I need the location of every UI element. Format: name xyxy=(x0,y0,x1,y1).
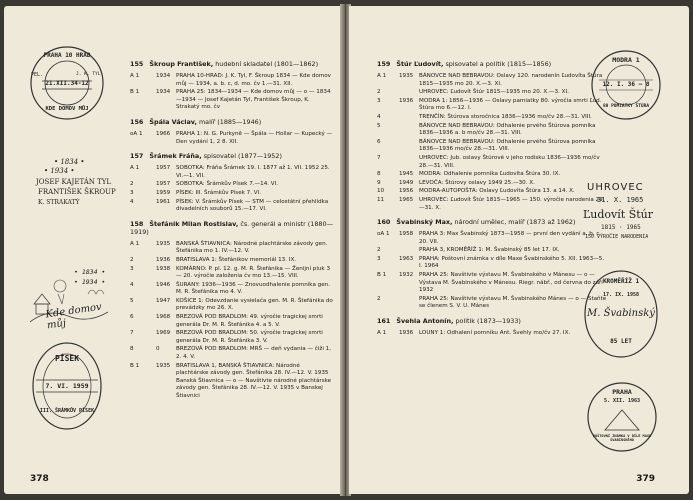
entry-label: A 1 xyxy=(130,165,140,172)
entry-text: MODRA: Odhalenie pomníka Ľudovíta Štúra 30. IX. xyxy=(419,171,561,178)
entry-year: 1945 xyxy=(399,171,414,178)
entry-label: B 1 xyxy=(130,362,140,369)
stamp-kromeriz-bottom: 85 LET xyxy=(610,338,632,345)
entry-year: 1935 xyxy=(156,240,171,247)
stamp-kde-domov-year1: • 1834 • xyxy=(74,268,106,276)
stamp-pisek-top: PÍSEK xyxy=(54,354,80,363)
heading-description: spisovatel a politik (1815—1856) xyxy=(445,60,552,68)
stamp-tyl-line4: FRANTIŠEK ŠKROUP xyxy=(38,188,116,196)
stamp-praha-hrad-bottom: KDE DOMOV MŮJ xyxy=(45,106,89,112)
entry-text: BREZOVÁ POD BRADLOM: MRŠ — deň vydania — čiži 1, 2. 4. V. xyxy=(176,346,332,361)
stamp-uhrovec-years: 1815 · 1965 xyxy=(601,224,641,231)
entry-text: MODRA 1: 1856—1936 — Oslavy pamiatky 80. výročia smrti Ľud. Štúra mo 6.—12. I. xyxy=(419,97,602,112)
entry-year: 1935 xyxy=(156,362,171,369)
stamp-tyl-line1: • 1834 • xyxy=(54,158,85,166)
left-page xyxy=(4,6,342,494)
entry-year: 1957 xyxy=(156,181,171,188)
heading-number: 156 xyxy=(130,117,144,126)
entry-text: UHROVEC: Ľudovít Štúr 1815—1965 — 150. výročie narodenia 29.—31. X. xyxy=(419,196,605,211)
entry-year xyxy=(399,123,419,138)
entry-label: 4 xyxy=(377,113,381,120)
entry-label: B 1 xyxy=(377,272,387,279)
entry-year: 1965 xyxy=(399,196,414,203)
entry-text: TRENČÍN: Štúrova storočnica 1836—1936 mo/čv 28.—31. VIII. xyxy=(419,113,592,120)
entry-text: PRAHA 3, KROMĚŘÍŽ 1: M. Švabinský 85 let 17. IX. xyxy=(419,247,560,254)
entry-text: ŠURANY: 1936—1936 — Znovuodhalenie pomníka gen. M. R. Štefánika mo 4. V. xyxy=(176,281,330,296)
heading-description: čs. generál a ministr (1880—1919) xyxy=(130,219,333,236)
entry-label: A 1 xyxy=(377,73,387,79)
right-page xyxy=(349,6,689,494)
entry-label: 6 xyxy=(377,138,381,145)
cancellation-entry xyxy=(130,363,334,401)
entry-label: oA 1 xyxy=(377,231,390,238)
stamp-uhrovec-name: Ľudovít Štúr xyxy=(583,208,654,221)
entry-label: 3 xyxy=(377,97,381,104)
heading-number: 160 xyxy=(377,218,391,227)
entry-text: PRAHA 25: 1834—1934 — Kde domov můj — o — 1834—1934 — Josef Kajetán Tyl, František Škroup, K. Strakatý mo. čv xyxy=(176,89,331,111)
entry-label: 6 xyxy=(130,314,134,321)
entry-year: 1936 xyxy=(399,97,414,104)
entry-label: 2 xyxy=(377,247,381,254)
entry-label: 3 xyxy=(130,265,134,272)
entry-label: 11 xyxy=(377,196,385,203)
stamp-kromeriz xyxy=(581,268,661,360)
entry-year: 1947 xyxy=(156,297,171,304)
entry-label: 3 xyxy=(377,255,381,262)
entry-text: BÁNOVCE NAD BEBRAVOU: Oslavy 120. narodenín Ľudovíta Štúra 1815—1935 mo 20. X.—3. XI. xyxy=(419,73,603,87)
entry-text: SOBOTKA: Šrámkův Písek 7.—14. VI. xyxy=(176,181,279,188)
cancellation-entry xyxy=(130,266,334,281)
stamp-praha-date: 5. XII. 1963 xyxy=(603,398,641,404)
heading-description: politik (1873—1933) xyxy=(455,317,521,326)
entry-text: PRAHA: Poštovní známka v díle Maxe Švabinského 5. XII. 1963—5. I. 1964 xyxy=(419,255,605,270)
entry-year: 1959 xyxy=(156,189,171,196)
entry-year: 1966 xyxy=(156,130,171,137)
cancellation-entry xyxy=(130,257,334,265)
entry-heading xyxy=(130,60,334,68)
entry-label: 5 xyxy=(377,122,381,129)
entry-text: BRATISLAVA 1: Štefánikov memoriál 13. IX. xyxy=(176,256,297,263)
entry-text: KOŠICE 1: Odevzdanie vysielača gen. M. R. Štefánika do prevádzky mo 26. X. xyxy=(176,297,333,312)
stamp-modra-date: 12. I. 36 — 8 xyxy=(602,81,650,88)
entry-heading xyxy=(130,118,334,126)
entry-label: 4 xyxy=(130,198,134,205)
stamp-uhrovec-bottom: 150 VÝROČIE NARODENIA xyxy=(585,234,649,240)
heading-description: spisovatel (1877—1952) xyxy=(203,152,282,161)
heading-description: malíř (1885—1946) xyxy=(198,117,262,126)
entry-label: 5 xyxy=(130,297,134,304)
entry-label: B 1 xyxy=(130,89,140,96)
entry-heading xyxy=(130,220,334,236)
entry-label: 7 xyxy=(130,330,134,337)
heading-number: 158 xyxy=(130,219,144,228)
cancellation-entry xyxy=(130,165,334,180)
entry-text: UHROVEC: Ľudovít Štúr 1815—1935 mo 20. X.—3. XI. xyxy=(419,89,569,96)
stamp-tyl-line2: • 1934 • xyxy=(44,167,75,175)
entry-label: 4 xyxy=(130,281,134,288)
stamp-pisek xyxy=(30,340,104,432)
cancellation-entry xyxy=(130,181,334,189)
stamp-praha-hrad-side-left: PEL. xyxy=(31,72,44,78)
stamp-modra-bottom: 80 POMIATKY ŠTÚRA xyxy=(602,104,650,109)
entry-label: 2 xyxy=(377,295,381,302)
stamp-praha-hrad-date: 21.XII.34-12 xyxy=(45,80,89,87)
entry-year: 1963 xyxy=(399,255,414,262)
heading-description: národní umělec, malíř (1873 až 1962) xyxy=(454,218,576,227)
entry-year: 1934 xyxy=(156,89,171,96)
entry-text: BÁNOVCE NAD BEBRAVOU: Odhalenie prvého Štúrova pomníka 1836—1936 a. b mo/čv 28.—31. VIII. xyxy=(419,122,596,137)
cancellation-entry xyxy=(130,190,334,198)
cancellation-entry xyxy=(377,123,667,138)
entry-label: A 1 xyxy=(130,73,140,79)
entry-year xyxy=(399,296,419,311)
cancellation-entry xyxy=(130,346,334,361)
cancellation-entry xyxy=(130,199,334,214)
entry-text: PRAHA 1: N. G. Purkyně — Špála — Hollar — Kupecký — Den vydání 1, 2 8. XII. xyxy=(176,130,333,145)
stamp-uhrovec xyxy=(581,182,671,252)
left-page-entries xyxy=(130,54,334,402)
cancellation-entry xyxy=(130,89,334,112)
heading-description: hudební skladatel (1801—1862) xyxy=(215,60,319,68)
entry-text: BANSKÁ ŠTIAVNICA: Národné plachtárske závody gen. Štefánika mo 1. IV.—12. V. xyxy=(176,240,328,255)
stamp-praha-hrad xyxy=(28,44,106,122)
entry-label: 9 xyxy=(377,179,381,186)
page-number-left: 378 xyxy=(30,474,49,484)
entry-label: A 1 xyxy=(130,240,140,247)
heading-name: Štefánik Milan Rostislav, xyxy=(149,219,239,228)
entry-label: 2 xyxy=(130,256,134,263)
cancellation-entry xyxy=(130,314,334,329)
entry-text: MODRA-AUTOPOŠTA: Oslavy Ľudovíta Štúra 13. a 14. X. xyxy=(419,188,575,195)
stamp-tyl-line3: JOSEF KAJETÁN TYL xyxy=(36,178,112,186)
entry-year: 1946 xyxy=(156,281,171,288)
stamp-kde-domov-text: Kde domov můj xyxy=(44,301,103,332)
entry-text: SOBOTKA: Fráňa Šrámek 19. I. 1877 až 1. VII. 1952 25. VI.—1. VII. xyxy=(176,165,330,179)
entry-text: BÁNOVCE NAD BEBRAVOU: Odhalenie prvého Štúrova pomníka 1836—1936 mo/čv 28.—31. VIII. xyxy=(419,138,596,153)
entry-heading xyxy=(130,152,334,160)
heading-number: 155 xyxy=(130,60,144,68)
heading-number: 157 xyxy=(130,152,144,161)
cancellation-entry xyxy=(130,241,334,256)
stamp-praha-bottom: POŠTOVNÍ ZNÁMKA V DÍLE MAXE ŠVABINSKÉHO xyxy=(592,434,652,442)
entry-text: PÍSEK: III. Šrámkův Písek 7. VI. xyxy=(176,189,262,196)
heading-number: 159 xyxy=(377,60,391,68)
entry-year: 1935 xyxy=(399,73,414,79)
entry-label: 3 xyxy=(130,189,134,196)
entry-year: 1958 xyxy=(399,231,414,238)
entry-year xyxy=(399,89,419,97)
entry-text: KOMÁRNO: P. pl. 12. g. M. R. Štefánika — Ženijní pluk 3 — 20. výročie založenia čv mo 13.—15. VIII. xyxy=(176,265,331,280)
cancellation-entry xyxy=(130,298,334,313)
heading-name: Švabinský Max, xyxy=(396,218,453,227)
entry-label: 2 xyxy=(130,181,134,188)
stamp-pisek-bottom: III. ŠRÁMKŮV PÍSEK xyxy=(39,408,95,414)
entry-year: 1936 xyxy=(399,330,414,337)
cancellation-entry xyxy=(130,73,334,88)
entry-year: 0 xyxy=(156,346,160,353)
entry-label: 2 xyxy=(377,89,381,96)
entry-year: 1932 xyxy=(399,272,414,279)
stamp-praha-svabinsky xyxy=(585,380,659,454)
entry-text: PÍSEK: V. Šrámkův Písek — STM — celostátní přehlídka divadelních souborů 15.—17. VI. xyxy=(176,198,329,213)
stamp-pisek-date: 7. VI. 1959 xyxy=(45,382,89,390)
entry-year: 1934 xyxy=(156,73,171,79)
entry-text: PRAHA 10-HRAD: J. K. Tyl, F. Škroup 1834 — Kde domov můj — 1934, a. b. c, d. mo. čv 1.—31. XII. xyxy=(176,73,331,87)
entry-year xyxy=(399,139,419,154)
stamp-praha-top: PRAHA xyxy=(612,388,632,396)
entry-year: 1957 xyxy=(156,165,171,172)
stamp-kromeriz-top: KROMĚŘÍŽ 1 xyxy=(602,278,640,285)
entry-text: PRAHA 25: Navštivte výstavu M. Švabinského Mánes — o — Staňte se členem S. V. U. Mánes xyxy=(419,295,607,310)
entry-year: 1938 xyxy=(156,265,171,272)
stamp-modra xyxy=(589,48,663,122)
entry-text: BRATISLAVA 1, BANSKÁ ŠTIAVNICA: Národné plachtárske závody gen. Štefánika 28. IV.—12. V. 1935 Banská Štiavnica — o — Navštivte národné plachtárske závody gen. Štefánika 28. IV.—12. V. 1935 v Banskej Štiavnici xyxy=(176,362,332,399)
stamp-kde-domov-year2: • 1934 • xyxy=(74,278,106,286)
entry-label: A 1 xyxy=(377,330,387,337)
entry-label: oA 1 xyxy=(130,130,143,137)
stamp-uhrovec-date: 31. X. 1965 xyxy=(597,196,644,204)
entry-text: LEVOČA: Štúrovy oslavy 1949 25.—30. X. xyxy=(419,179,535,186)
cancellation-entry xyxy=(377,155,667,170)
entry-year xyxy=(399,247,419,255)
heading-name: Špála Václav, xyxy=(149,117,197,126)
stamp-kromeriz-sig: M. Švabinský xyxy=(587,308,655,319)
entry-label: 8 xyxy=(130,346,134,353)
entry-text: PRAHA 3: Max Švabinský 1873—1958 — první den vydání a. b. c 20. VII. xyxy=(419,231,600,245)
entry-text: LOUNY 1: Odhalení pomníku Ant. Švehly mo/čv 27. IX. xyxy=(419,330,571,337)
stamp-praha-hrad-top: PRAHA 10 HRAD xyxy=(43,52,91,59)
entry-year: 1968 xyxy=(156,314,171,321)
cancellation-entry xyxy=(130,131,334,146)
heading-number: 161 xyxy=(377,317,391,326)
stamp-kde-domov xyxy=(28,264,124,334)
entry-text: PRAHA 25: Navštivte výstavu M. Švabinského v Mánesu — o — Výstava M. Švabinského v Mánesu. Riegr. nábř., od června do září 1932 xyxy=(419,272,603,294)
stamp-uhrovec-title: UHROVEC xyxy=(587,182,644,193)
entry-text: BREZOVÁ POD BRADLOM: 50. výročie tragickej smrti generála Dr. M. R. Štefánika 3. V. xyxy=(176,330,323,344)
entry-text: BREZOVÁ POD BRADLOM: 49. výročie tragickej smrti generála Dr. M. R. Štefánika 4. a 5. V. xyxy=(176,314,323,328)
entry-label: 7 xyxy=(377,154,381,161)
page-number-right: 379 xyxy=(636,474,655,484)
entry-text: UHROVEC: Jub. oslavy Štúrové v jeho rodisku 1836—1936 mo/čv 28.—31. VIII. xyxy=(419,154,600,169)
entry-label: 8 xyxy=(377,171,381,178)
entry-year xyxy=(399,155,419,170)
stamp-tyl-skroup xyxy=(32,156,122,212)
stamp-tyl-line5: K. STRAKATÝ xyxy=(38,199,80,206)
heading-name: Škroup František, xyxy=(149,60,214,68)
entry-year: 1956 xyxy=(399,188,414,195)
stamp-praha-hrad-side-right: J. K. TYL xyxy=(76,72,101,77)
heading-name: Štúr Ľudovít, xyxy=(396,60,444,68)
cancellation-entry xyxy=(377,139,667,154)
heading-name: Šrámek Fráňa, xyxy=(149,152,202,161)
cancellation-entry xyxy=(130,282,334,297)
entry-year xyxy=(399,114,419,122)
heading-name: Švehla Antonín, xyxy=(396,317,454,326)
entry-year: 1949 xyxy=(399,179,414,186)
entry-year: 1969 xyxy=(156,330,171,337)
entry-label: 10 xyxy=(377,188,385,195)
cancellation-entry xyxy=(130,330,334,345)
stamp-kromeriz-date: 17. IX. 1958 xyxy=(602,292,640,298)
entry-year: 1936 xyxy=(156,256,171,263)
stamp-modra-top: MODRA 1 xyxy=(612,56,640,64)
cancellation-entry xyxy=(377,171,667,179)
entry-year: 1961 xyxy=(156,198,171,205)
